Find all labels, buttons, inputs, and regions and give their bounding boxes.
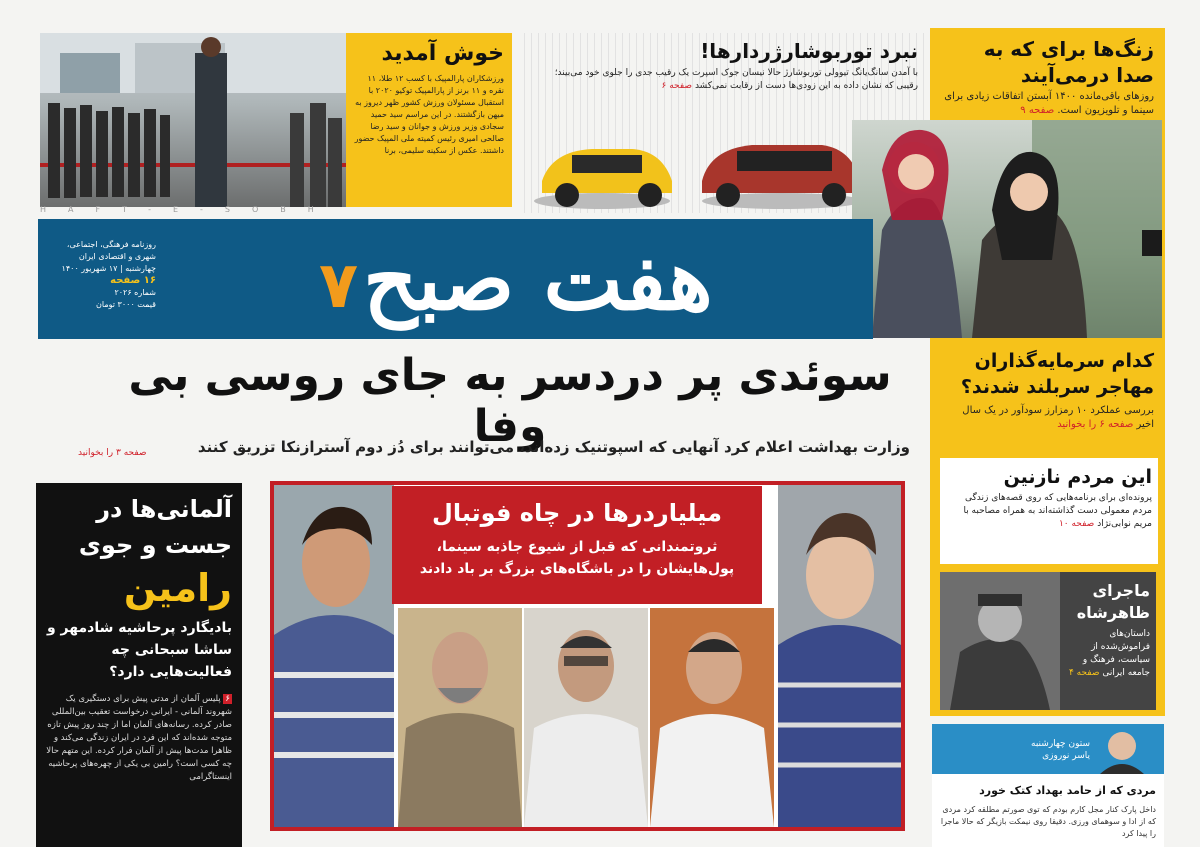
- masthead-info: [46, 239, 156, 311]
- masthead: [38, 219, 873, 339]
- rc-item2-body: [944, 404, 1154, 432]
- logo-seven-mark: ٧: [318, 249, 358, 323]
- left-title: [42, 491, 232, 784]
- column-author-avatar: [1092, 726, 1152, 774]
- info-line2: شهری و اقتصادی ایران: [78, 252, 156, 261]
- column-box: [932, 724, 1164, 847]
- welcome-box: [346, 33, 512, 207]
- zaher-shah-box: [940, 572, 1156, 710]
- cars-image: [532, 121, 872, 213]
- info-line1: روزنامه فرهنگی، اجتماعی،: [66, 240, 156, 249]
- left-sub: بادیگارد پرحاشیه شادمهر و ساشا سبحانی چه فعالیت‌هایی دارد؟: [46, 620, 232, 680]
- main-ref: صفحه ۳ را بخوانید: [78, 448, 147, 458]
- column-body: داخل پارک کنار مجل کارم بودم که توی صورتم مطلقه کرد مردی که از ادا و سوهمای ورزی. دقیقا روی نیمکت بازیگر که حالا ماجرا را پیدا کرد: [940, 805, 1156, 838]
- column-label: ستون چهارشنبه: [1031, 739, 1090, 749]
- main-headline: سوئدی پر دردسر به جای روسی بی وفا: [128, 350, 892, 452]
- rc-item1-title: زنگ‌ها برای که به صدا درمی‌آیند: [983, 37, 1154, 87]
- welcome-body: ورزشکاران پارالمپیک با کسب ۱۲ طلا، ۱۱ نقره و ۱۱ برنز از پارالمپیک توکیو ۲۰۲۰ با استقبال مسئولان ورزش کشور ظهر دیروز به میهن بازگشتند. در این مراسم سید حمید سجادی وزیر ورزش و جوانان و سید رضا صالحی امیری رئیس کمیته ملی المپیک حضور داشتند. عکس از سکینه سلیمی، برنا: [354, 74, 504, 155]
- latin-name: HAFT-E-SOBH: [40, 205, 336, 214]
- rc-item3-body: [946, 492, 1152, 531]
- column-author: یاسر نوروزی: [1042, 751, 1090, 761]
- football-portrait-2: [398, 608, 522, 827]
- rc-item4-ref: صفحه ۴: [1068, 668, 1100, 678]
- logo-text: هفت صبح: [363, 229, 713, 329]
- football-portrait-left: [274, 485, 394, 827]
- welcome-title: خوش آمدید: [381, 41, 504, 66]
- column-headline: مردی که از حامد بهداد کتک خورد: [979, 784, 1156, 797]
- zaher-shah-text: [1058, 580, 1150, 680]
- cars-title: نبرد توربوشارژردارها!: [700, 39, 918, 63]
- cars-body: [548, 67, 918, 93]
- left-title-line2: جست و جوی: [78, 531, 232, 559]
- rc-item3-ref: صفحه ۱۰: [1058, 519, 1095, 529]
- rc-item1-body-text: روزهای باقی‌مانده ۱۴۰۰ آبستن اتفاقات زیادی برای سینما و تلویزیون است.: [944, 91, 1154, 116]
- zaher-shah-photo: [940, 572, 1060, 710]
- football-title-panel: [392, 486, 762, 604]
- football-portrait-3: [524, 608, 648, 827]
- actresses-photo-art: [852, 120, 1162, 338]
- left-body: [42, 693, 232, 784]
- rc-item3: [940, 458, 1158, 564]
- football-portrait-right: [778, 485, 901, 827]
- rc-item3-title: این مردم نازنین: [1003, 466, 1152, 488]
- airport-welcome-photo: [40, 33, 346, 207]
- left-name: رامین: [123, 566, 232, 610]
- rc-item1-body: [944, 90, 1154, 118]
- left-body-text: پلیس آلمان از مدتی پیش برای دستگیری یک شهروند آلمانی - ایرانی درخواست تعقیب بین‌المللی صادر کرده. رسانه‌های آلمان اما از چند روز پیش تازه متوجه شده‌اند که این فرد در ایران زندگی می‌کند و ظاهرا مدت‌ها پیش از آلمان فرار کرده. این متهم حالا چه کسی است؟ رامین بی یکی از چهره‌های پرحاشیه اینستاگرامی: [46, 694, 232, 782]
- info-pages: ۱۶ صفحه: [110, 275, 156, 286]
- football-sub: ثروتمندانی که قبل از شیوع جاذبه سینما، پول‌هایشان را در باشگاه‌های بزرگ بر باد دادند: [419, 539, 735, 577]
- rc-item1-ref: صفحه ۹: [1020, 105, 1055, 116]
- rc-item1: [940, 36, 1158, 118]
- left-black-column: [36, 483, 242, 847]
- cars-ref: صفحه ۶: [661, 81, 693, 91]
- rc-item2: [940, 344, 1158, 436]
- rc-item4-body-text: داستان‌های فراموش‌شده از سیاست، فرهنگ و جامعه ایرانی: [1082, 629, 1150, 678]
- left-title-line1: آلمانی‌ها در: [96, 495, 232, 523]
- column-meta: [1010, 738, 1090, 762]
- rc-item4-body: [1058, 628, 1150, 680]
- info-price: قیمت ۳۰۰۰ تومان: [96, 300, 156, 309]
- rc-item2-title: کدام سرمایه‌گذاران مهاجر سربلند شدند؟: [960, 350, 1154, 398]
- airport-welcome-photo-art: [40, 33, 346, 207]
- rc-item2-body-text: بررسی عملکرد ۱۰ رمزارز سودآور در یک سال اخیر: [962, 405, 1154, 430]
- rc-item2-ref: صفحه ۶ را بخوانید: [1057, 419, 1134, 430]
- actresses-photo: [852, 120, 1162, 338]
- info-line3: چهارشنبه | ۱۷ شهریور ۱۴۰۰: [61, 264, 156, 273]
- left-num: ۶: [225, 694, 230, 704]
- rc-item4-title: ماجرای ظاهرشاه: [1076, 581, 1150, 622]
- rc-item3-body-text: پرونده‌ای برای برنامه‌هایی که روی قصه‌های زندگی مردم معمولی دست گذاشته‌اند به همراه مصاحبه با مریم نوابی‌نژاد: [963, 493, 1152, 529]
- info-issue: شماره ۲۰۲۶: [114, 288, 156, 297]
- main-subhead: وزارت بهداشت اعلام کرد آنهایی که اسپوتنیک زده‌اند، می‌توانند برای دُز دوم آسترازنکا تزریق کنند: [197, 438, 910, 456]
- football-portrait-4: [650, 608, 774, 827]
- football-title: میلیاردرها در چاه فوتبال: [432, 499, 722, 527]
- cars-body-text: با آمدن سانگ‌یانگ تیوولی توربوشارژ حالا نیسان جوک اسپرت یک رقیب جدی را جلوی خود می‌بیند؛ رقیبی که نشان داده به این زودی‌ها دست از رقابت نمی‌کشد: [554, 68, 918, 91]
